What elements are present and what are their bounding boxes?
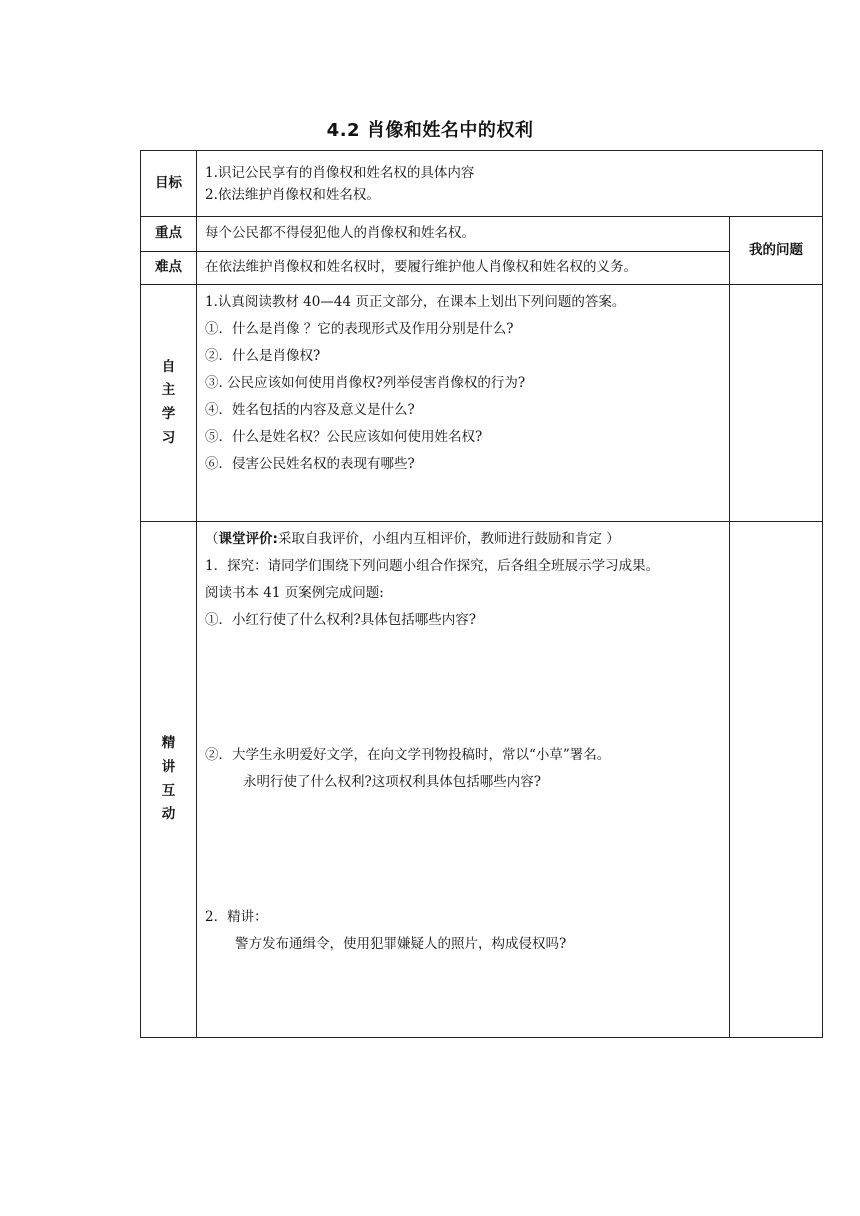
difficulty-content <box>197 252 730 285</box>
self-study-question-3: ③. 公民应该如何使用肖像权?列举侵害肖像权的行为? <box>205 375 526 391</box>
eval-rest: 采取自我评价，小组内互相评价，教师进行鼓励和肯定 ） <box>277 531 620 547</box>
goal-label: 目标 <box>141 151 197 217</box>
explore-instruction: 1．探究：请同学们围绕下列问题小组合作探究，后各组全班展示学习成果。 <box>205 558 660 574</box>
self-study-question-1: ①．什么是肖像 ？它的表现形式及作用分别是什么? <box>205 321 514 337</box>
goal-line-1: 1.识记公民享有的肖像权和姓名权的具体内容 <box>205 164 475 181</box>
self-study-char-3: 学 <box>161 406 176 422</box>
read-instruction: 阅读书本 41 页案例完成问题: <box>205 585 384 601</box>
interaction-char-4: 动 <box>161 806 176 823</box>
self-study-question-2: ②．什么是肖像权? <box>205 348 321 364</box>
self-study-row <box>141 285 823 522</box>
interaction-content <box>197 522 730 1038</box>
interaction-notes-cell[interactable] <box>730 522 823 1038</box>
eval-bold-label: 课堂评价: <box>218 531 278 547</box>
goal-content <box>197 151 823 217</box>
lesson-table <box>140 150 823 1038</box>
lecture-heading: 2．精讲： <box>205 909 268 925</box>
page-title: 4.2 肖像和姓名中的权利 <box>326 120 534 141</box>
lecture-question: 警方发布通缉令，使用犯罪嫌疑人的照片，构成侵权吗? <box>235 936 567 952</box>
interaction-char-3: 互 <box>161 782 176 799</box>
key-point-row <box>141 217 823 252</box>
self-study-char-4: 习 <box>161 429 176 446</box>
self-study-label <box>141 285 197 522</box>
case-question-1: ①．小红行使了什么权利?具体包括哪些内容? <box>205 612 476 628</box>
key-point-label: 重点 <box>141 217 197 252</box>
classroom-evaluation <box>205 526 721 553</box>
interaction-row <box>141 522 823 1038</box>
interaction-label <box>141 522 197 1038</box>
self-study-content <box>197 285 730 522</box>
key-point-text: 每个公民都不得侵犯他人的肖像权和姓名权。 <box>205 225 475 242</box>
self-study-instruction: 1.认真阅读教材 40—44 页正文部分，在课本上划出下列问题的答案。 <box>205 294 626 310</box>
difficulty-row <box>141 252 823 285</box>
interaction-char-2: 讲 <box>161 758 176 775</box>
goal-row <box>141 151 823 217</box>
key-point-content <box>197 217 730 252</box>
self-study-question-5: ⑤．什么是姓名权？公民应该如何使用姓名权? <box>205 429 483 445</box>
self-study-notes-cell[interactable] <box>730 285 823 522</box>
difficulty-text: 在依法维护肖像权和姓名权时，要履行维护他人肖像权和姓名权的义务。 <box>205 259 637 276</box>
interaction-char-1: 精 <box>161 735 176 752</box>
my-questions-label: 我的问题 <box>730 217 823 285</box>
case-question-2b: 永明行使了什么权利?这项权利具体包括哪些内容? <box>243 774 541 790</box>
difficulty-label: 难点 <box>141 252 197 285</box>
goal-line-2: 2.依法维护肖像权和姓名权。 <box>205 186 380 203</box>
eval-prefix: （ <box>205 531 219 547</box>
self-study-char-2: 主 <box>161 382 176 399</box>
self-study-question-6: ⑥．侵害公民姓名权的表现有哪些? <box>205 456 415 472</box>
self-study-question-4: ④．姓名包括的内容及意义是什么? <box>205 402 415 418</box>
case-question-2a: ②．大学生永明爱好文学，在向文学刊物投稿时，常以“小草”署名。 <box>205 747 611 763</box>
self-study-char-1: 自 <box>161 358 176 375</box>
